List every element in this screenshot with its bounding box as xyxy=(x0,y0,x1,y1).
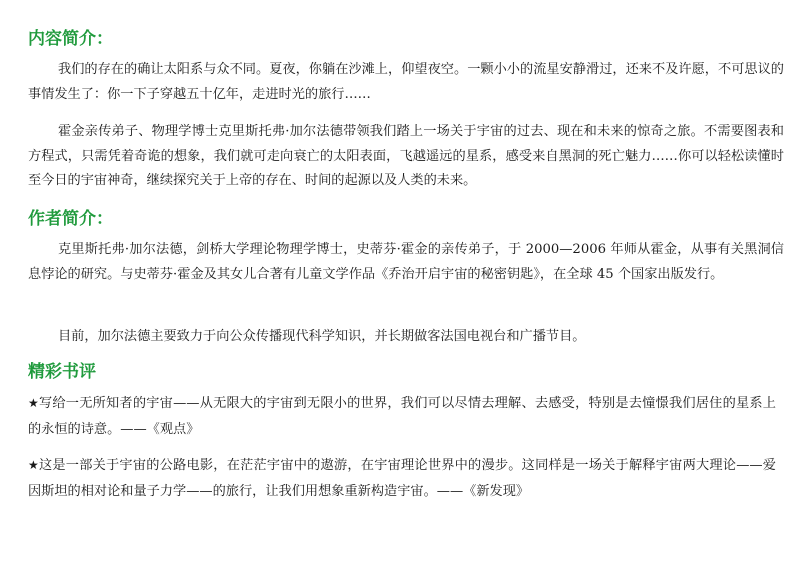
author-paragraph-2: 目前，加尔法德主要致力于向公众传播现代科学知识，并长期做客法国电视台和广播节目。 xyxy=(58,329,586,344)
review-text-2: 这是一部关于宇宙的公路电影，在茫茫宇宙中的遨游，在宇宙理论世界中的漫步。这同样是一场关于解释宇宙两大理论——爱因斯坦的相对论和量子力学——的旅行，让我们用想象重新构造宇宙。——《新发现》 xyxy=(28,458,776,499)
review-item-1 xyxy=(28,390,776,443)
author-heading: 作者简介： xyxy=(28,209,113,229)
intro-paragraph-1: 我们的存在的确让太阳系与众不同。夏夜，你躺在沙滩上，仰望夜空。一颗小小的流星安静滑过，还来不及许愿，不可思议的事情发生了：你一下子穿越五十亿年，走进时光的旅行…… xyxy=(28,62,784,102)
star-icon: ★ xyxy=(28,396,39,410)
author-paragraph-1: 克里斯托弗·加尔法德，剑桥大学理论物理学博士，史蒂芬·霍金的亲传弟子，于 2000—2006 年师从霍金，从事有关黑洞信息悖论的研究。与史蒂芬·霍金及其女儿合著有儿童文学作品《乔治开启宇宙的秘密钥匙》，在全球 45 个国家出版发行。 xyxy=(28,242,784,282)
review-text-1: 写给一无所知者的宇宙——从无限大的宇宙到无限小的世界，我们可以尽情去理解、去感受，特别是去憧憬我们居住的星系上的永恒的诗意。——《观点》 xyxy=(28,396,776,437)
intro-paragraph-2: 霍金亲传弟子、物理学博士克里斯托弗·加尔法德带领我们踏上一场关于宇宙的过去、现在和未来的惊奇之旅。不需要图表和方程式，只需凭着奇诡的想象，我们就可走向衰亡的太阳表面，飞越遥远的星系，感受来自黑洞的死亡魅力……你可以轻松读懂时至今日的宇宙神奇，继续探究关于上帝的存在、时间的起源以及人类的未来。 xyxy=(28,124,784,188)
intro-heading: 内容简介： xyxy=(28,29,113,49)
review-item-2 xyxy=(28,452,776,505)
reviews-heading: 精彩书评 xyxy=(28,362,96,382)
star-icon: ★ xyxy=(28,458,39,472)
